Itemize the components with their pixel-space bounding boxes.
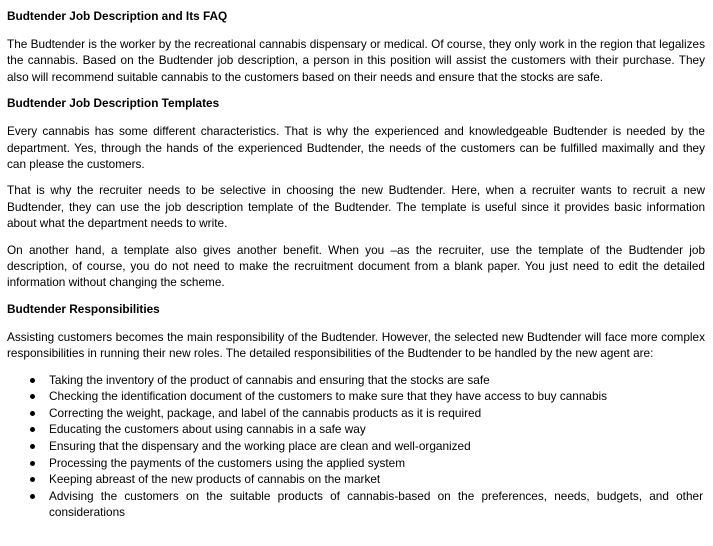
responsibilities-list <box>7 372 705 521</box>
templates-paragraph-1: Every cannabis has some different characteristics. That is why the experienced and knowledgeable Budtender is needed by the department. Yes, through the hands of the experienced Budtender, the needs of the customers can be fulfilled maximally and they can please the customers. <box>7 124 705 172</box>
templates-paragraph-2: That is why the recruiter needs to be selective in choosing the new Budtender. Here, when a recruiter wants to recruit a new Budtender, they can use the job description template of the Budtender. The template is useful since it provides basic information about what the department needs to write. <box>7 183 705 231</box>
list-item: Keeping abreast of the new products of cannabis on the market <box>7 471 705 488</box>
document-title: Budtender Job Description and Its FAQ <box>7 9 228 23</box>
list-item: Advising the customers on the suitable products of cannabis-based on the preferences, needs, budgets, and other considerations <box>7 488 705 521</box>
list-item: Processing the payments of the customers using the applied system <box>7 455 705 472</box>
responsibilities-paragraph: Assisting customers becomes the main responsibility of the Budtender. However, the selected new Budtender will face more complex responsibilities in running their new roles. The detailed responsibilities of the Budtender to be handled by the new agent are: <box>7 329 705 361</box>
list-item: Ensuring that the dispensary and the working place are clean and well-organized <box>7 438 705 455</box>
responsibilities-heading: Budtender Responsibilities <box>7 301 160 316</box>
list-item: Checking the identification document of the customers to make sure that they have access to buy cannabis <box>7 388 705 405</box>
templates-heading: Budtender Job Description Templates <box>7 96 220 111</box>
list-item: Correcting the weight, package, and label of the cannabis products as it is required <box>7 405 705 422</box>
list-item: Educating the customers about using cannabis in a safe way <box>7 421 705 438</box>
list-item: Taking the inventory of the product of cannabis and ensuring that the stocks are safe <box>7 372 705 389</box>
intro-paragraph: The Budtender is the worker by the recreational cannabis dispensary or medical. Of course, they only work in the region that legalizes the cannabis. Based on the Budtender job description, a person in this position will assist the customers with their purchase. They also will recommend suitable cannabis to the customers based on their needs and ensure that the stocks are safe. <box>7 37 705 84</box>
templates-paragraph-3: On another hand, a template also gives another benefit. When you –as the recruiter, use the template of the Budtender job description, of course, you do not need to make the recruitment document from a blank paper. You just need to edit the detailed information without changing the scheme. <box>7 242 705 290</box>
